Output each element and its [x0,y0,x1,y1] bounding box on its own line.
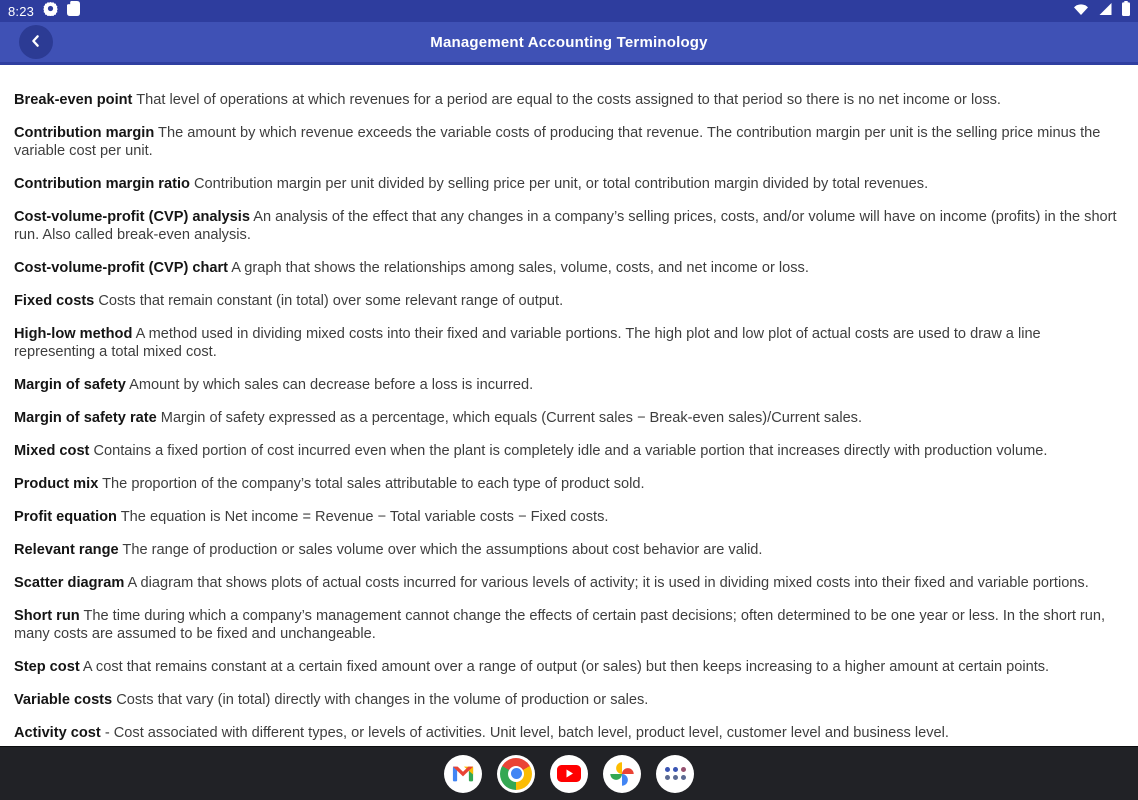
term-name: Margin of safety rate [14,410,157,426]
cell-signal-icon [1098,2,1113,21]
term-entry [14,175,1117,193]
term-definition: The time during which a company’s management cannot change the effects of certain past decisions; often determined to be one year or less. In the short run, many costs are assumed to be fixed and unchangeable. [14,608,1106,642]
status-bar-left [8,1,80,21]
term-name: Fixed costs [14,293,95,309]
term-name: Short run [14,608,80,624]
term-name: High-low method [14,326,133,342]
chevron-left-icon [28,33,44,52]
clock: 8:23 [8,3,35,19]
term-definition: A cost that remains constant at a certain fixed amount over a range of output (or sales) but then keeps increasing to a higher amount at certain points. [79,659,1050,675]
youtube-icon[interactable] [550,755,588,793]
app-bar [0,22,1138,65]
gmail-icon[interactable] [444,755,482,793]
term-name: Activity cost [14,725,101,741]
chrome-wheel [500,758,532,790]
battery-icon [1122,1,1130,21]
term-entry [14,409,1117,427]
term-definition: Contribution margin per unit divided by selling price per unit, or total contribution margin divided by total revenues. [189,176,929,192]
term-definition: Costs that remain constant (in total) over some relevant range of output. [94,293,564,309]
term-name: Step cost [14,659,80,675]
term-entry [14,541,1117,559]
term-entry [14,442,1117,460]
term-definition: A method used in dividing mixed costs into their fixed and variable portions. The high plot and low plot of actual costs are used to draw a line representing a total mixed cost. [14,326,1041,360]
status-bar [0,0,1138,22]
term-name: Variable costs [14,692,113,708]
term-name: Mixed cost [14,443,90,459]
term-definition: An analysis of the effect that any changes in a company’s selling prices, costs, and/or volume will have on income (profits) in the short run. Also called break-even analysis. [14,209,1117,243]
term-definition: The proportion of the company’s total sales attributable to each type of product sold. [98,476,645,492]
term-entry [14,124,1117,160]
app-drawer-icon[interactable] [656,755,694,793]
term-name: Product mix [14,476,99,492]
back-button[interactable] [19,25,53,59]
term-entry [14,259,1117,277]
term-entry [14,325,1117,361]
chrome-icon[interactable] [497,755,535,793]
term-entry [14,724,1117,742]
wifi-icon [1073,2,1089,21]
app-drawer-dots [665,767,686,780]
term-name: Contribution margin ratio [14,176,190,192]
term-definition: Contains a fixed portion of cost incurred even when the plant is completely idle and a variable portion that increases directly with production volume. [89,443,1048,459]
term-definition: A graph that shows the relationships among sales, volume, costs, and net income or loss. [228,260,809,276]
term-name: Cost-volume-profit (CVP) chart [14,260,229,276]
term-name: Cost-volume-profit (CVP) analysis [14,209,250,225]
term-entry [14,607,1117,643]
term-definition: - Cost associated with different types, or levels of activities. Unit level, batch level, product level, customer level and business level. [100,725,949,741]
term-name: Relevant range [14,542,119,558]
term-name: Scatter diagram [14,575,125,591]
term-name: Contribution margin [14,125,155,141]
term-definition: Margin of safety expressed as a percentage, which equals (Current sales − Break-even sales)/Current sales. [156,410,863,426]
term-definition: The range of production or sales volume over which the assumptions about cost behavior are valid. [118,542,763,558]
term-definition: A diagram that shows plots of actual costs incurred for various levels of activity; it is used in dividing mixed costs into their fixed and variable portions. [124,575,1089,591]
term-definition: The equation is Net income = Revenue − Total variable costs − Fixed costs. [116,509,609,525]
term-entry [14,658,1117,676]
term-entry [14,691,1117,709]
google-photos-icon[interactable] [603,755,641,793]
term-definition: The amount by which revenue exceeds the variable costs of producing that revenue. The contribution margin per unit is the selling price minus the variable cost per unit. [14,125,1101,159]
term-entry [14,376,1117,394]
gear-icon [43,1,58,21]
status-bar-right [1073,1,1130,21]
term-name: Profit equation [14,509,117,525]
term-entry [14,475,1117,493]
term-definition: Amount by which sales can decrease before a loss is incurred. [125,377,534,393]
term-entry [14,292,1117,310]
term-entry [14,508,1117,526]
term-definition: Costs that vary (in total) directly with changes in the volume of production or sales. [112,692,649,708]
page-title: Management Accounting Terminology [430,33,708,51]
dock [0,746,1138,800]
terminology-list [0,65,1138,746]
term-name: Break-even point [14,92,133,108]
term-definition: That level of operations at which revenues for a period are equal to the costs assigned to that period so there is no net income or loss. [132,92,1001,108]
term-entry [14,574,1117,592]
clipboard-icon [67,1,80,21]
term-name: Margin of safety [14,377,126,393]
term-entry [14,91,1117,109]
term-entry [14,208,1117,244]
